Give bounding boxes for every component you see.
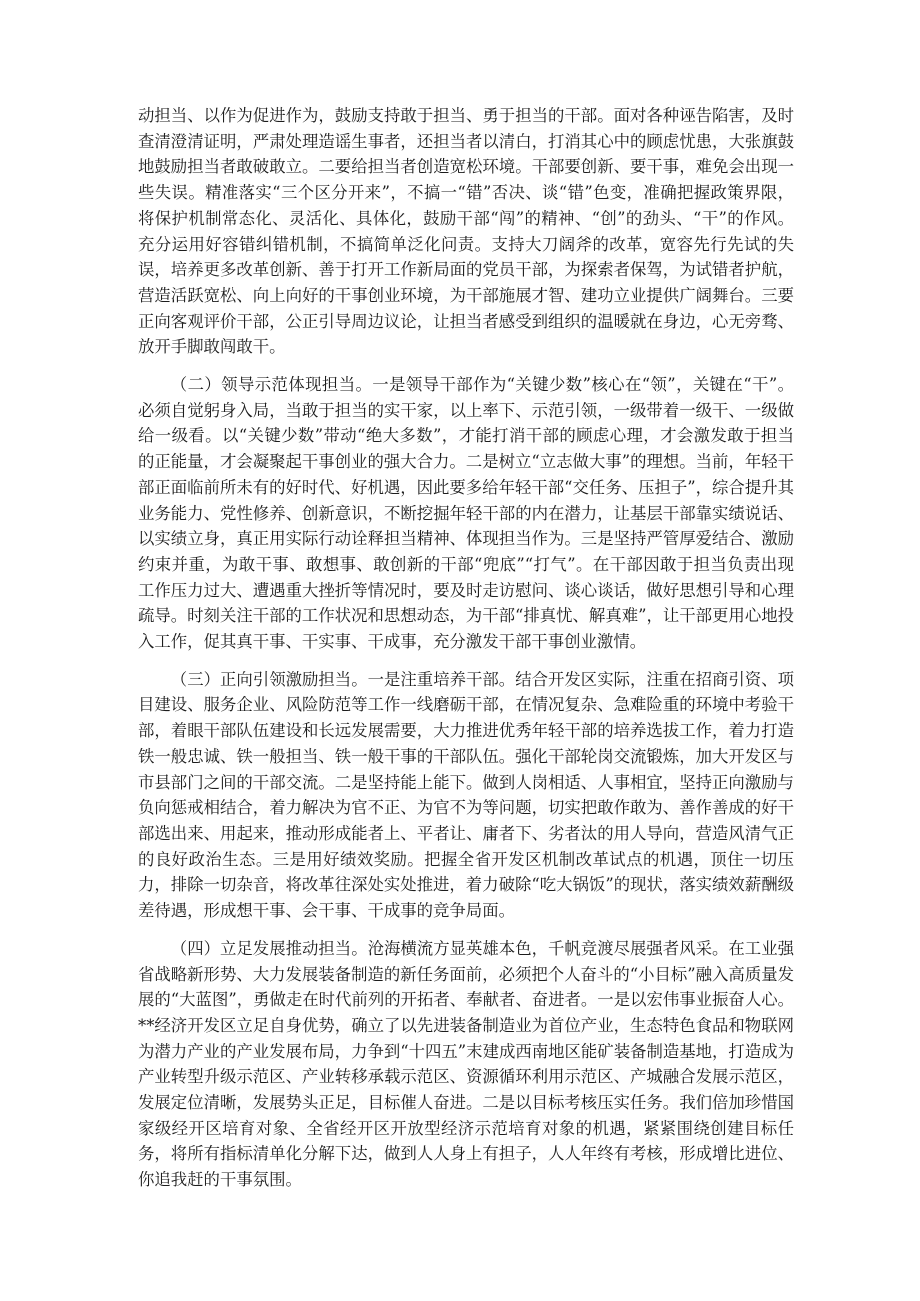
paragraph-section-3: （三）正向引领激励担当。一是注重培养干部。结合开发区实际，注重在招商引资、项目建设、服务企业、风险防范等工作一线磨砺干部，在情况复杂、急难险重的环境中考验干部，着眼干部队伍建设和长远发展需要，大力推进优秀年轻干部的培养选拔工作，着力打造铁一般忠诚、铁一般担当、铁一般干事的干部队伍。强化干部轮岗交流锻炼，加大开发区与市县部门之间的干部交流。二是坚持能上能下。做到人岗相适、人事相宜，坚持正向激励与负向惩戒相结合，着力解决为官不正、为官不为等问题，切实把敢作敢为、善作善成的好干部选出来、用起来，推动形成能者上、平者让、庸者下、劣者汰的用人导向，营造风清气正的良好政治生态。三是用好绩效奖励。把握全省开发区机制改革试点的机遇，顶住一切压力，排除一切杂音，将改革往深处实处推进，着力破除“吃大锅饭”的现状，落实绩效薪酬级差待遇，形成想干事、会干事、干成事的竞争局面。 bbox=[138, 669, 794, 921]
paragraph-section-4: （四）立足发展推动担当。沧海横流方显英雄本色，千帆竞渡尽展强者风采。在工业强省战略新形势、大力发展装备制造的新任务面前，必须把个人奋斗的“小目标”融入高质量发展的“大蓝图”，勇做走在时代前列的开拓者、奉献者、奋进者。一是以宏伟事业振奋人心。**经济开发区立足自身优势，确立了以先进装备制造业为首位产业，生态特色食品和物联网为潜力产业的产业发展布局，力争到“十四五”末建成西南地区能矿装备制造基地，打造成为产业转型升级示范区、产业转移承载示范区、资源循环利用示范区、产城融合发展示范区，发展定位清晰，发展势头正足，目标催人奋进。二是以目标考核压实任务。我们倍加珍惜国家级经开区培育对象、全省经开区开放型经济示范培育对象的机遇，紧紧围绕创建目标任务，将所有指标清单化分解下达，做到人人身上有担子，人人年终有考核，形成增比进位、你追我赶的干事氛围。 bbox=[138, 938, 794, 1190]
paragraph-continuation: 动担当、以作为促进作为，鼓励支持敢于担当、勇于担当的干部。面对各种诬告陷害，及时查清澄清证明，严肃处理造谣生事者，还担当者以清白，打消其心中的顾虑忧患，大张旗鼓地鼓励担当者敢破敢立。二要给担当者创造宽松环境。干部要创新、要干事，难免会出现一些失误。精准落实“三个区分开来”，不搞一“错”否决、谈“错”色变，准确把握政策界限，将保护机制常态化、灵活化、具体化，鼓励干部“闯”的精神、“创”的劲头、“干”的作风。充分运用好容错纠错机制，不搞简单泛化问责。支持大刀阔斧的改革，宽容先行先试的失误，培养更多改革创新、善于打开工作新局面的党员干部，为探索者保驾，为试错者护航，营造活跃宽松、向上向好的干事创业环境，为干部施展才智、建功立业提供广阔舞台。三要正向客观评价干部，公正引导周边议论，让担当者感受到组织的温暖就在身边，心无旁骛、放开手脚敢闯敢干。 bbox=[138, 106, 794, 357]
document-page bbox=[138, 103, 794, 1205]
paragraph-section-2: （二）领导示范体现担当。一是领导干部作为“关键少数”核心在“领”，关键在“干”。必须自觉躬身入局，当敢于担当的实干家，以上率下、示范引领，一级带着一级干、一级做给一级看。以“关键少数”带动“绝大多数”，才能打消干部的顾虑心理，才会激发敢于担当的正能量，才会凝聚起干事创业的强大合力。二是树立“立志做大事”的理想。当前，年轻干部正面临前所未有的好时代、好机遇，因此要多给年轻干部“交任务、压担子”，综合提升其业务能力、党性修养、创新意识，不断挖掘年轻干部的内在潜力，让基层干部靠实绩说话、以实绩立身，真正用实际行动诠释担当精神、体现担当作为。三是坚持严管厚爱结合、激励约束并重，为敢干事、敢想事、敢创新的干部“兜底”“打气”。在干部因敢于担当负责出现工作压力过大、遭遇重大挫折等情况时，要及时走访慰问、谈心谈话，做好思想引导和心理疏导。时刻关注干部的工作状况和思想动态，为干部“排真忧、解真难”，让干部更用心地投入工作，促其真干事、干实事、干成事，充分激发干部干事创业激情。 bbox=[138, 375, 794, 652]
